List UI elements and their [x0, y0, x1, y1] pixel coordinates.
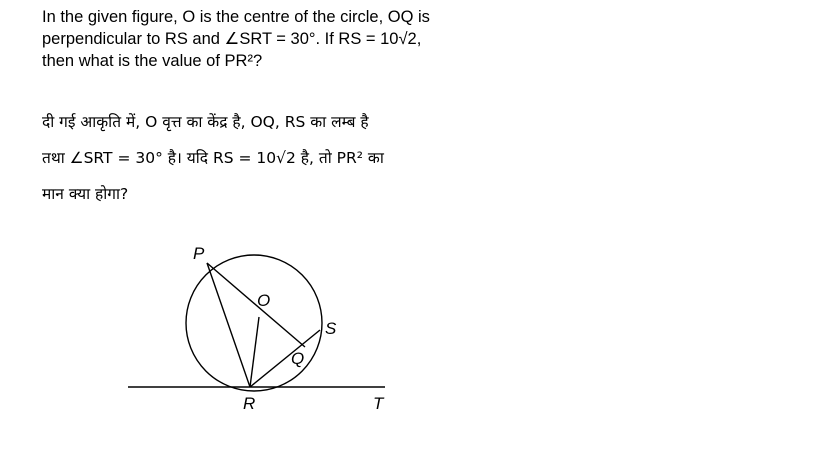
question-english-line-3: then what is the value of PR²? — [42, 52, 263, 70]
label-p: P — [193, 244, 205, 263]
segment-or — [250, 317, 259, 387]
circle — [186, 255, 322, 391]
label-s: S — [325, 319, 337, 338]
chord-rs — [250, 330, 320, 387]
question-hindi-line-1: दी गई आकृति में, O वृत्त का केंद्र है, OQ, RS का लम्ब है — [42, 113, 369, 131]
question-english-line-2: perpendicular to RS and ∠SRT = 30°. If RS = 10√2, — [42, 30, 422, 48]
label-q: Q — [291, 349, 305, 368]
label-t: T — [373, 394, 384, 413]
question-english-line-1: In the given figure, O is the centre of the circle, OQ is — [42, 8, 430, 26]
label-r: R — [243, 394, 256, 413]
label-o: O — [257, 291, 271, 310]
question-hindi-line-2: तथा ∠SRT = 30° है। यदि RS = 10√2 है, तो PR² का — [42, 149, 384, 167]
question-hindi-line-3: मान क्या होगा? — [42, 185, 129, 203]
